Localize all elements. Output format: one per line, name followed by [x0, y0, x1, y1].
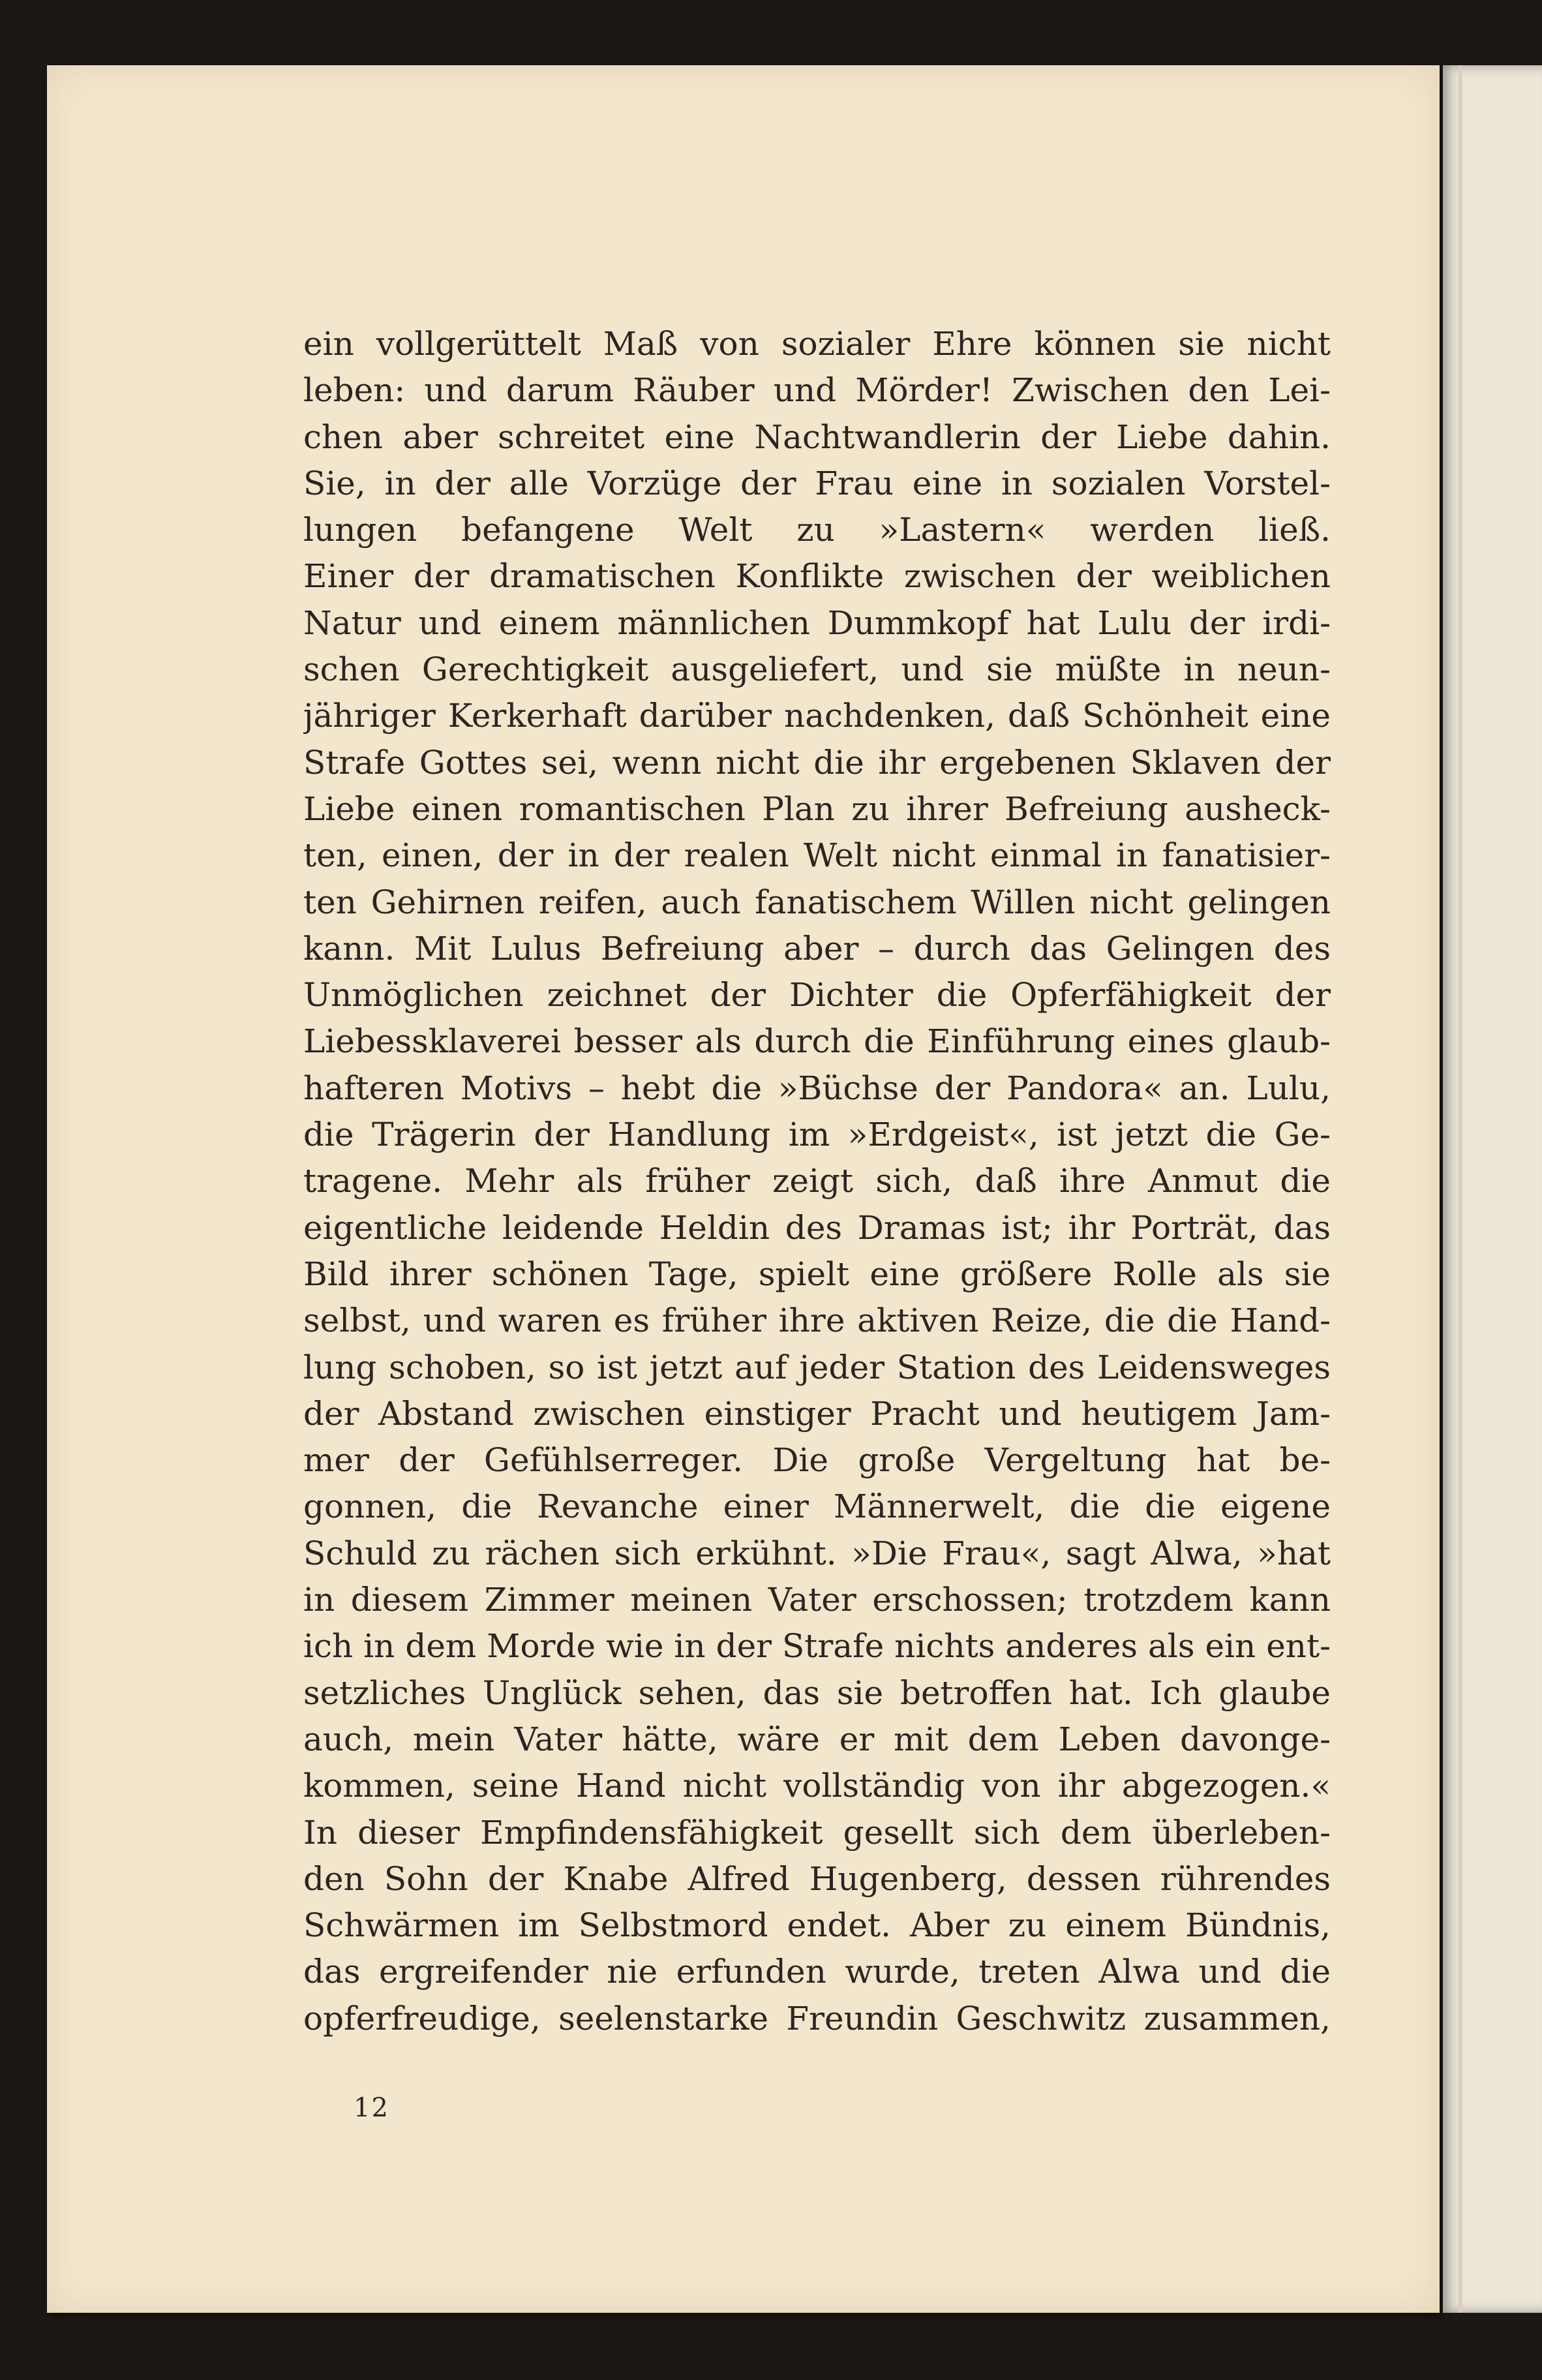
text-line: in diesem Zimmer meinen Vater erschossen; trotzdem kann: [303, 1581, 1331, 1619]
text-line: Natur und einem männlichen Dummkopf hat Lulu der irdi-: [303, 603, 1331, 642]
text-line: setzliches Unglück sehen, das sie betroffen hat. Ich glaube: [303, 1673, 1331, 1712]
text-line: hafteren Motivs – hebt die »Büchse der Pandora« an. Lulu,: [303, 1069, 1331, 1107]
text-line: In dieser Empfindensfähigkeit gesellt sich dem überleben-: [303, 1813, 1331, 1852]
text-line: ten, einen, der in der realen Welt nicht einmal in fanatisier-: [303, 836, 1331, 875]
text-line: Strafe Gottes sei, wenn nicht die ihr ergebenen Sklaven der: [303, 743, 1331, 782]
text-line: lungen befangene Welt zu »Lastern« werden ließ.: [303, 511, 1331, 549]
text-line: den Sohn der Knabe Alfred Hugenberg, dessen rührendes: [303, 1859, 1331, 1898]
page-number: 12: [354, 2093, 389, 2123]
text-line: eigentliche leidende Heldin des Dramas ist; ihr Porträt, das: [303, 1208, 1331, 1247]
text-line: schen Gerechtigkeit ausgeliefert, und sie müßte in neun-: [303, 650, 1331, 689]
text-line: Einer der dramatischen Konflikte zwischen der weiblichen: [303, 557, 1331, 596]
text-line: selbst, und waren es früher ihre aktiven Reize, die die Hand-: [303, 1302, 1331, 1340]
text-line: Schwärmen im Selbstmord endet. Aber zu einem Bündnis,: [303, 1906, 1331, 1945]
text-line: Liebe einen romantischen Plan zu ihrer Befreiung ausheck-: [303, 789, 1331, 828]
text-line: Liebessklaverei besser als durch die Einführung eines glaub-: [303, 1022, 1331, 1061]
text-line: tragene. Mehr als früher zeigt sich, daß ihre Anmut die: [303, 1162, 1331, 1200]
text-line: kommen, seine Hand nicht vollständig von ihr abgezogen.«: [303, 1767, 1331, 1805]
text-line: der Abstand zwischen einstiger Pracht und heutigem Jam-: [303, 1394, 1331, 1433]
text-line: gonnen, die Revanche einer Männerwelt, die die eigene: [303, 1488, 1331, 1526]
text-line: Unmöglichen zeichnet der Dichter die Opferfähigkeit der: [303, 976, 1331, 1015]
text-line: leben: und darum Räuber und Mörder! Zwischen den Lei-: [303, 371, 1331, 410]
text-line: auch, mein Vater hätte, wäre er mit dem Leben davonge-: [303, 1720, 1331, 1758]
text-line: chen aber schreitet eine Nachtwandlerin der Liebe dahin.: [303, 418, 1331, 456]
text-line: ten Gehirnen reifen, auch fanatischem Willen nicht gelingen: [303, 883, 1331, 921]
page-gutter-shadow: [1459, 65, 1462, 2313]
text-line: Sie, in der alle Vorzüge der Frau eine in sozialen Vorstel-: [303, 464, 1331, 502]
text-line: opferfreudige, seelenstarke Freundin Geschwitz zusammen,: [303, 1999, 1331, 2037]
text-line: ich in dem Morde wie in der Strafe nichts anderes als ein ent-: [303, 1627, 1331, 1666]
text-line: kann. Mit Lulus Befreiung aber – durch das Gelingen des: [303, 929, 1331, 968]
adjacent-page-edge: [1443, 65, 1542, 2313]
text-line: Bild ihrer schönen Tage, spielt eine größere Rolle als sie: [303, 1255, 1331, 1293]
text-line: das ergreifender nie erfunden wurde, treten Alwa und die: [303, 1953, 1331, 1991]
text-line: mer der Gefühlserreger. Die große Vergeltung hat be-: [303, 1441, 1331, 1480]
text-line: jähriger Kerkerhaft darüber nachdenken, daß Schönheit eine: [303, 697, 1331, 735]
text-line: lung schoben, so ist jetzt auf jeder Station des Leidensweges: [303, 1348, 1331, 1386]
book-page: [47, 65, 1440, 2313]
body-text: [303, 321, 1331, 2042]
text-line: die Trägerin der Handlung im »Erdgeist«, ist jetzt die Ge-: [303, 1116, 1331, 1154]
text-line: ein vollgerüttelt Maß von sozialer Ehre können sie nicht: [303, 325, 1331, 363]
text-line: Schuld zu rächen sich erkühnt. »Die Frau«, sagt Alwa, »hat: [303, 1534, 1331, 1572]
